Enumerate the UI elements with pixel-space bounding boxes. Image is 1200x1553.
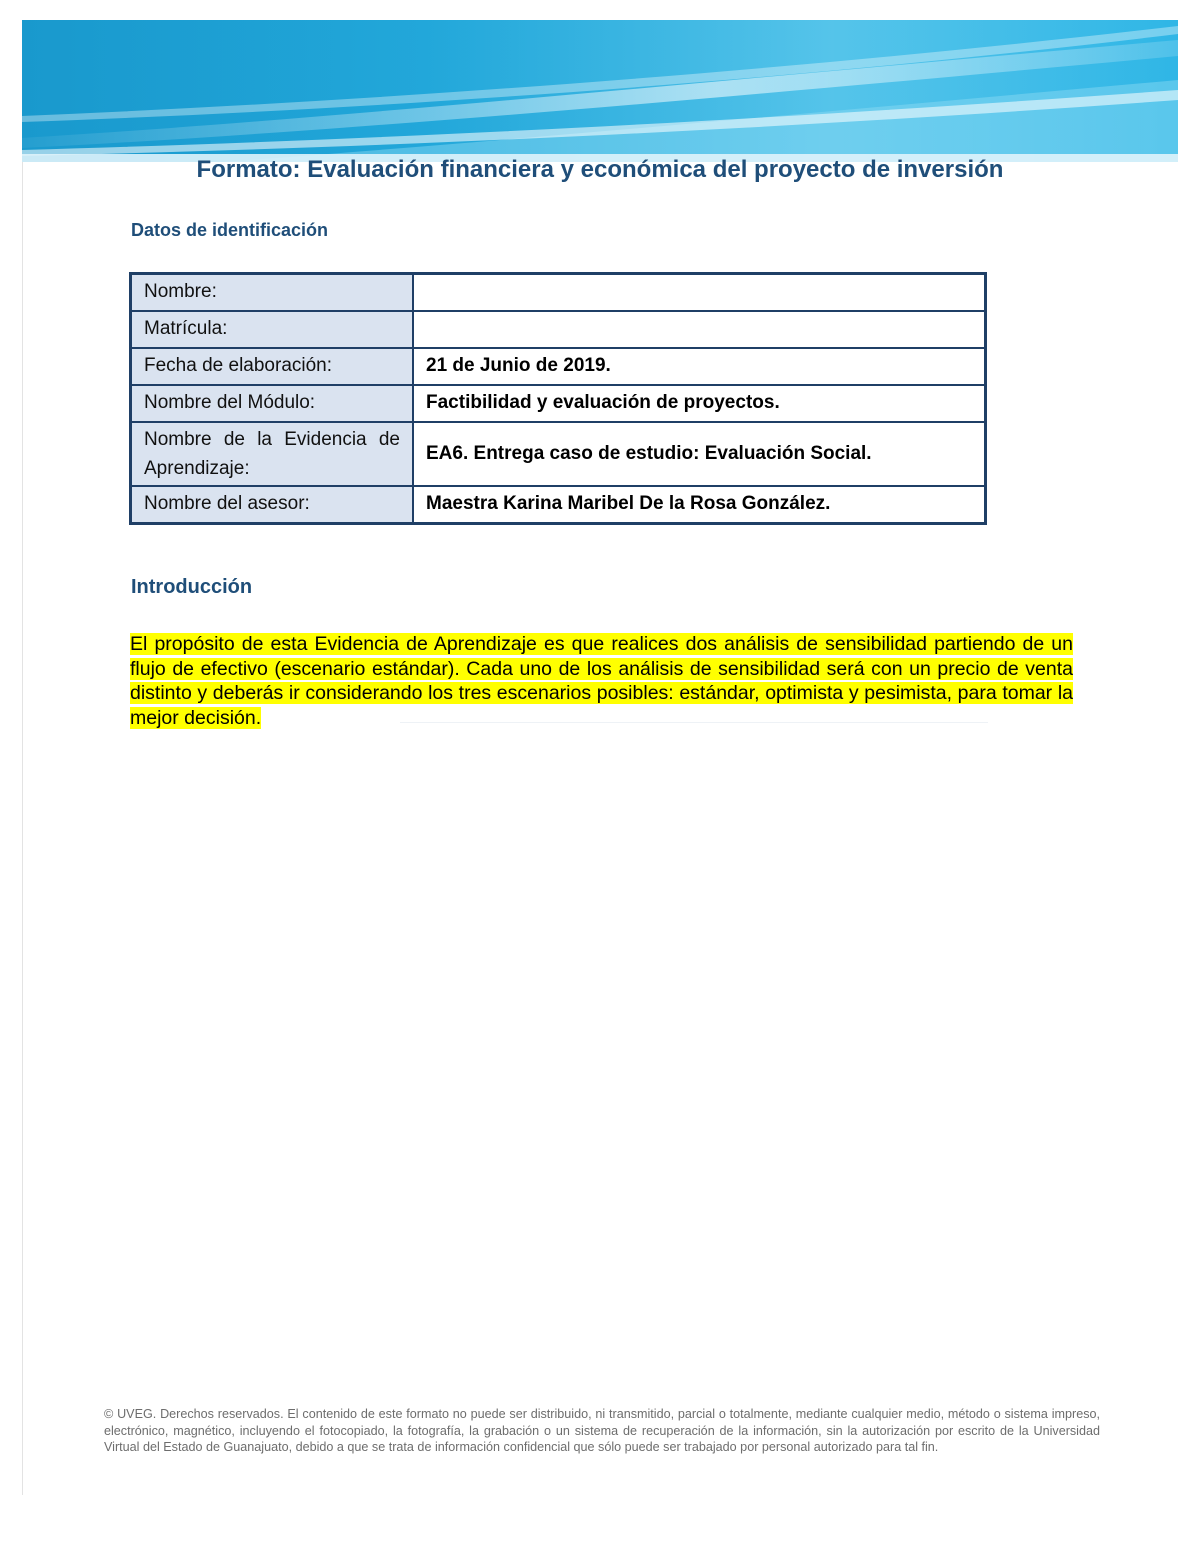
document-title: Formato: Evaluación financiera y económica del proyecto de inversión (196, 156, 1004, 183)
table-row (131, 348, 986, 385)
value-matricula (413, 311, 986, 348)
label-asesor: Nombre del asesor: (131, 486, 414, 524)
table-row (131, 311, 986, 348)
identification-table (129, 272, 987, 525)
introduction-paragraph (130, 632, 1073, 730)
table-row (131, 274, 986, 311)
faint-divider (400, 722, 988, 723)
value-nombre (413, 274, 986, 311)
value-fecha: 21 de Junio de 2019. (413, 348, 986, 385)
section-heading-identification: Datos de identificación (131, 220, 329, 240)
label-matricula: Matrícula: (131, 311, 414, 348)
table-row (131, 385, 986, 422)
value-modulo: Factibilidad y evaluación de proyectos. (413, 385, 986, 422)
label-nombre: Nombre: (131, 274, 414, 311)
section-heading-introduction: Introducción (131, 576, 253, 598)
banner-wave-graphic (22, 20, 1178, 162)
table-row (131, 486, 986, 524)
highlighted-text: El propósito de esta Evidencia de Aprendizaje es que realices dos análisis de sensibilidad partiendo de un flujo de efectivo (escenario estándar). Cada uno de los análisis de sensibilidad será con un precio de venta distinto y deberás ir considerando los tres escenarios posibles: estándar, optimista y pesimista, para tomar la mejor decisión. (130, 633, 1073, 729)
table-row (131, 422, 986, 486)
header-banner (22, 20, 1178, 162)
label-fecha: Fecha de elaboración: (131, 348, 414, 385)
label-modulo: Nombre del Módulo: (131, 385, 414, 422)
label-evidencia: Nombre de la Evidencia de Aprendizaje: (131, 422, 414, 486)
value-asesor: Maestra Karina Maribel De la Rosa González. (413, 486, 986, 524)
page-edge (22, 20, 23, 1495)
value-evidencia: EA6. Entrega caso de estudio: Evaluación Social. (413, 422, 986, 486)
footer-copyright: © UVEG. Derechos reservados. El contenido de este formato no puede ser distribuido, ni transmitido, parcial o totalmente, mediante cualquier medio, método o sistema impreso, electrónico, magnético, incluyendo el fotocopiado, la fotografía, la grabación o un sistema de recuperación de la información, sin la autorización por escrito de la Universidad Virtual del Estado de Guanajuato, debido a que se trata de información confidencial que sólo puede ser trabajado por personal autorizado para tal fin. (104, 1407, 1100, 1454)
